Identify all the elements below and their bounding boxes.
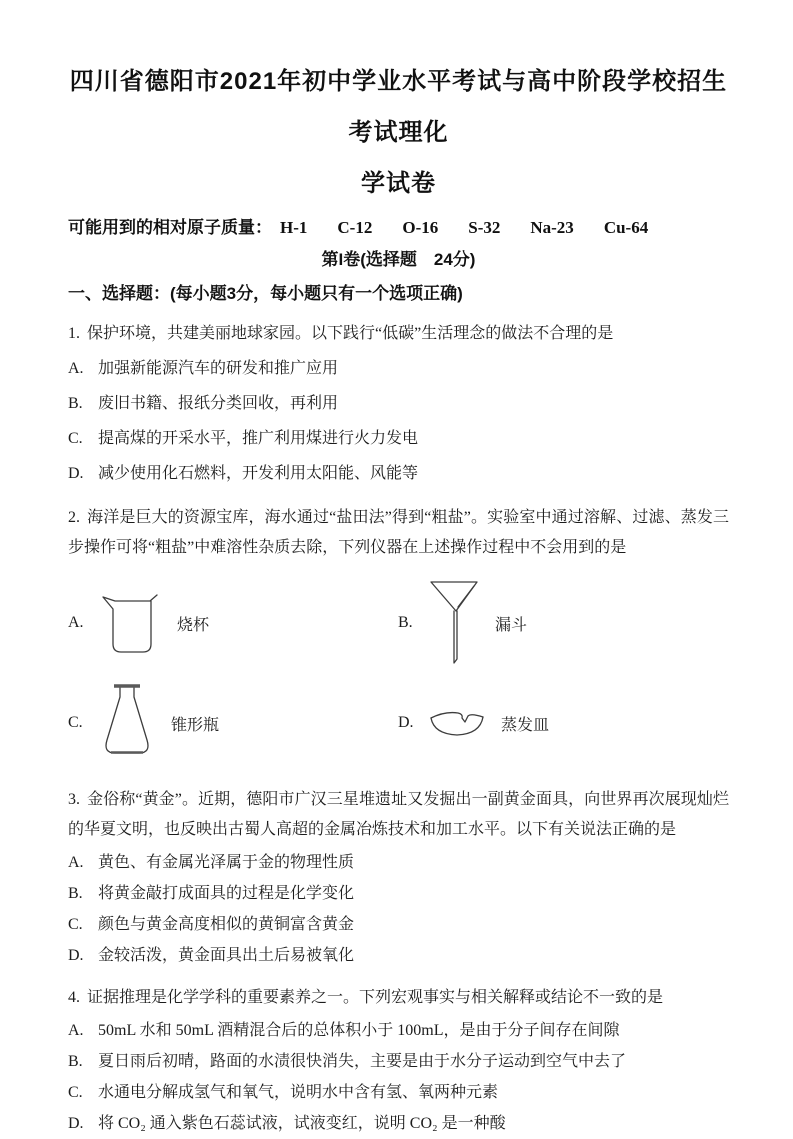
option-text: 废旧书籍、报纸分类回收，再利用 [98, 395, 339, 412]
option-text: 提高煤的开采水平，推广利用煤进行火力发电 [98, 430, 419, 447]
option-label: D. [68, 947, 84, 964]
question-3-stem [68, 785, 729, 845]
option-text: 50mL 水和 50mL 酒精混合后的总体积小于 100mL，是由于分子间存在间隙 [98, 1022, 620, 1039]
option-c [68, 421, 729, 456]
option-text: 将 CO₂ 通入紫色石蕊试液，试液变红，说明 CO₂ 是一种酸 [98, 1115, 506, 1132]
option-text: 将黄金敲打成面具的过程是化学变化 [98, 885, 355, 902]
question-number: 4. [68, 989, 80, 1006]
option-a [68, 847, 729, 878]
option-b [68, 878, 729, 909]
option-label: C. [68, 916, 83, 933]
option-label: C. [68, 430, 83, 447]
question-2-stem [68, 503, 729, 563]
option-label: B. [68, 1053, 83, 1070]
option-text: 加强新能源汽车的研发和推广应用 [98, 360, 339, 377]
question-number: 1. [68, 325, 80, 342]
question-4-options [68, 1015, 729, 1139]
atomic-mass-value: O-16 [402, 218, 439, 237]
option-label: B. [68, 395, 83, 412]
question-3-options [68, 847, 729, 971]
atomic-mass-value: Cu-64 [603, 218, 649, 237]
question-text: 海洋是巨大的资源宝库，海水通过“盐田法”得到“粗盐”。实验室中通过溶解、过滤、蒸发三步操作可将“粗盐”中难溶性杂质去除，下列仪器在上述操作过程中不会用到的是 [68, 509, 729, 556]
option-d [68, 940, 729, 971]
option-b [68, 1046, 729, 1077]
question-text: 保护环境，共建美丽地球家园。以下践行“低碳”生活理念的做法不合理的是 [87, 325, 614, 342]
option-text: 水通电分解成氢气和氧气，说明水中含有氢、氧两种元素 [98, 1084, 499, 1101]
apparatus-name: 烧杯 [177, 616, 210, 634]
apparatus-option-c [68, 673, 398, 773]
atomic-mass-line [68, 215, 729, 240]
option-c [68, 909, 729, 940]
atomic-mass-value: H-1 [280, 218, 308, 237]
option-text: 黄色、有金属光泽属于金的物理性质 [98, 854, 355, 871]
conical-flask-icon [99, 682, 155, 764]
question-text: 证据推理是化学学科的重要素养之一。下列宏观事实与相关解释或结论不一致的是 [87, 989, 664, 1006]
option-label: C. [68, 1084, 83, 1101]
option-c [68, 1077, 729, 1108]
atomic-mass-value: S-32 [468, 218, 501, 237]
option-a [68, 1015, 729, 1046]
question-4-stem [68, 983, 729, 1013]
option-label: D. [68, 465, 84, 482]
option-label: D. [68, 1115, 84, 1132]
option-label: A. [68, 360, 84, 377]
option-label: B. [68, 885, 83, 902]
atomic-mass-value: Na-23 [530, 218, 574, 237]
evaporating-dish-icon [429, 707, 485, 739]
apparatus-option-d [398, 673, 729, 773]
option-text: 金较活泼，黄金面具出土后易被氧化 [98, 947, 355, 964]
paper-title-line1: 四川省德阳市2021年初中学业水平考试与高中阶段学校招生考试理化 [69, 68, 728, 146]
option-text: 减少使用化石燃料，开发利用太阳能、风能等 [98, 465, 419, 482]
section-header: 第I卷(选择题 24分) [321, 250, 476, 269]
question-1-stem [68, 319, 729, 349]
apparatus-option-b [398, 573, 729, 673]
option-label: B. [398, 614, 413, 631]
apparatus-name: 漏斗 [495, 616, 528, 634]
part-header: 一、选择题：(每小题3分，每小题只有一个选项正确) [68, 284, 463, 303]
option-a [68, 351, 729, 386]
option-label: A. [68, 1022, 84, 1039]
option-b [68, 386, 729, 421]
option-d [68, 1108, 729, 1139]
question-number: 3. [68, 791, 80, 808]
atomic-mass-label: 可能用到的相对原子质量： [68, 218, 272, 237]
apparatus-name: 蒸发皿 [501, 716, 550, 734]
question-text: 金俗称“黄金”。近期，德阳市广汉三星堆遗址又发掘出一副黄金面具，向世界再次展现灿烂的华夏文明，也反映出古蜀人高超的金属冶炼技术和加工水平。以下有关说法正确的是 [68, 791, 729, 838]
option-label: C. [68, 714, 83, 731]
apparatus-name: 锥形瓶 [171, 716, 220, 734]
atomic-mass-value: C-12 [337, 218, 373, 237]
question-2-apparatus-grid [68, 573, 729, 773]
option-label: A. [68, 854, 84, 871]
question-number: 2. [68, 509, 80, 526]
option-text: 颜色与黄金高度相似的黄铜富含黄金 [98, 916, 355, 933]
paper-title-line2: 学试卷 [361, 170, 436, 197]
option-text: 夏日雨后初晴，路面的水渍很快消失，主要是由于水分子运动到空气中去了 [98, 1053, 627, 1070]
apparatus-option-a [68, 573, 398, 673]
option-label: D. [398, 714, 414, 731]
question-1-options [68, 351, 729, 491]
funnel-icon [429, 579, 479, 667]
option-d [68, 456, 729, 491]
option-label: A. [68, 614, 84, 631]
beaker-icon [99, 591, 161, 655]
